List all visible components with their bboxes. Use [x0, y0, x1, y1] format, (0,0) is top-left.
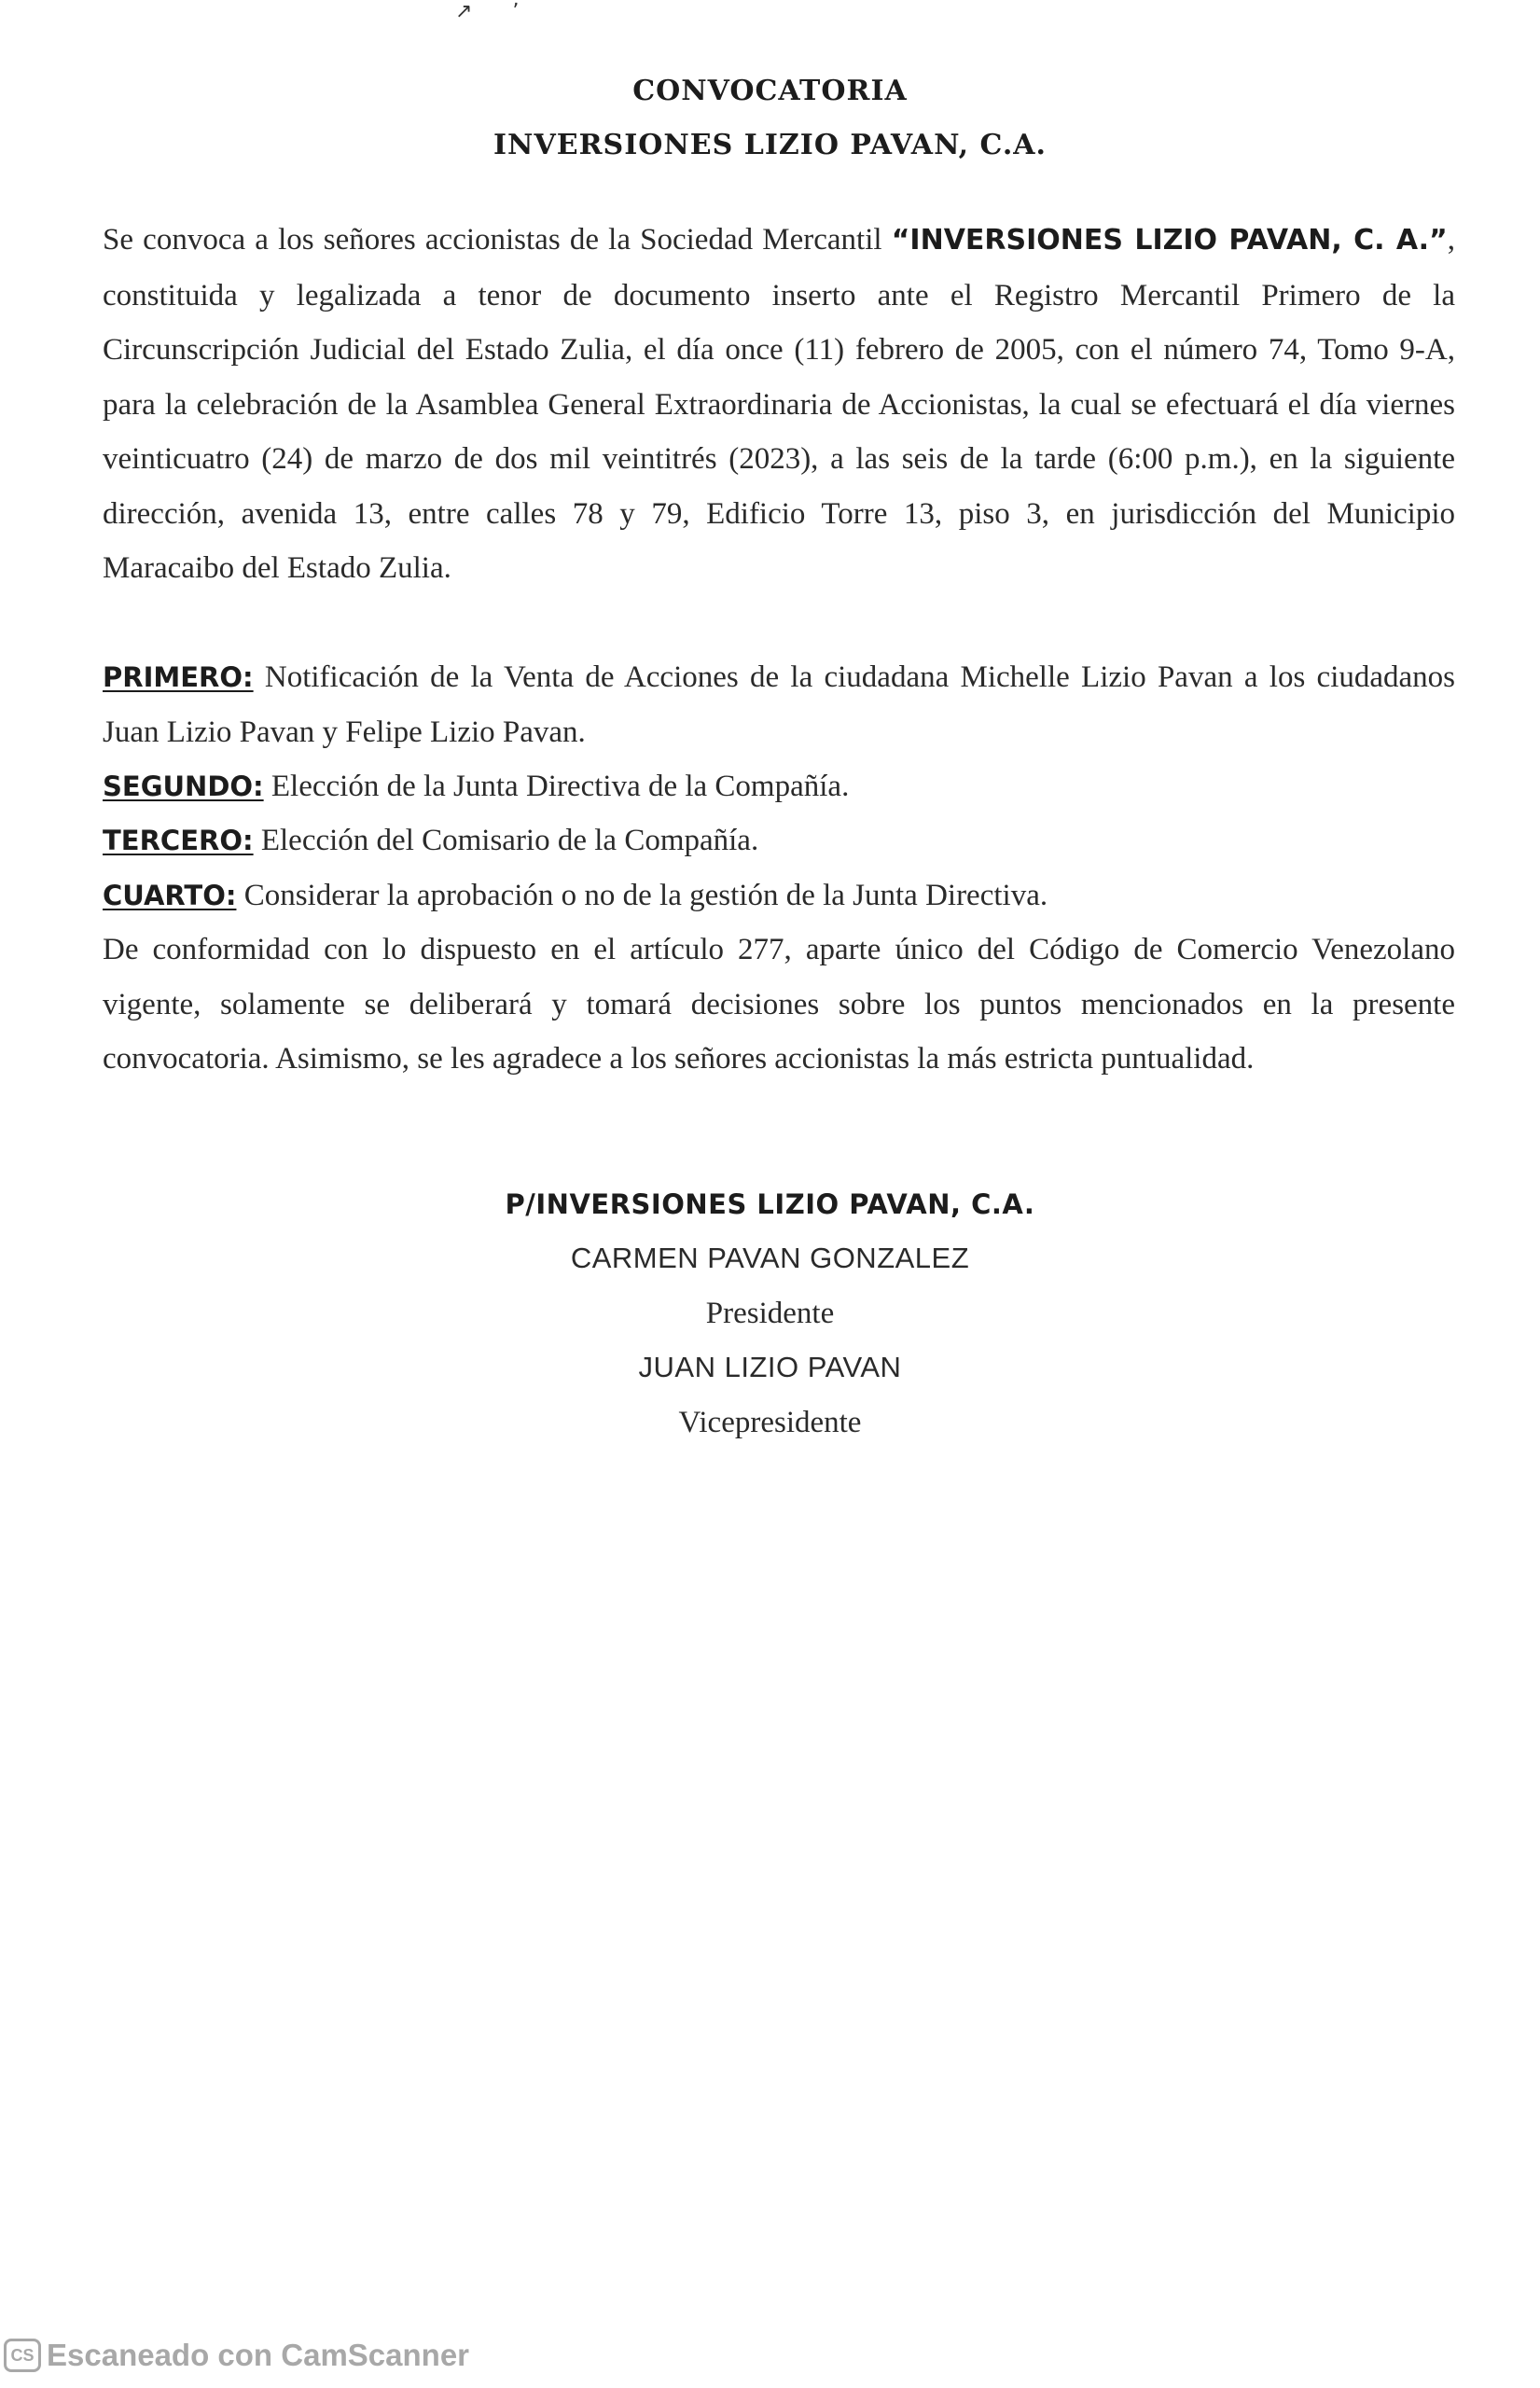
scan-artifact-mark: ↗ ʼ	[455, 0, 536, 23]
agenda-text: Considerar la aprobación o no de la gestión de la Junta Directiva.	[236, 879, 1048, 912]
agenda-label: PRIMERO:	[103, 661, 254, 693]
intro-company-name: “INVERSIONES LIZIO PAVAN, C. A.”	[891, 224, 1448, 257]
agenda-item-cuarto	[103, 868, 1455, 923]
signer-role-vicepresident: Vicepresidente	[678, 1405, 862, 1439]
signature-block	[0, 1177, 1540, 1450]
intro-text-part2: , constituida y legalizada a tenor de documento inserto ante el Registro Mercantil Primero de la Circunscripción Judicial del Estado Zulia, el día once (11) febrero de 2005, con el número 74, Tomo 9-A, para la celebración de la Asamblea General Extraordinaria de Accionistas, la cual se efectuará el día viernes veinticuatro (24) de marzo de dos mil veintitrés (2023), a las seis de la tarde (6:00 p.m.), en la siguiente dirección, avenida 13, entre calles 78 y 79, Edificio Torre 13, piso 3, en jurisdicción del Municipio Maracaibo del Estado Zulia.	[103, 223, 1456, 585]
signer-name-vicepresident: JUAN LIZIO PAVAN	[638, 1351, 902, 1383]
signer-role-president: Presidente	[705, 1296, 835, 1330]
document-title: CONVOCATORIA	[632, 75, 908, 107]
camscanner-logo-icon: CS	[4, 2339, 41, 2372]
closing-paragraph: De conformidad con lo dispuesto en el artículo 277, aparte único del Código de Comercio Venezolano vigente, solamente se deliberará y tomará decisiones sobre los puntos mencionados en la presente convocatoria. Asimismo, se les agradece a los señores accionistas la más estricta puntualidad.	[103, 933, 1455, 1076]
agenda-label: TERCERO:	[103, 825, 254, 856]
intro-paragraph	[103, 213, 1455, 596]
camscanner-watermark	[4, 2338, 469, 2373]
agenda-text: Notificación de la Venta de Acciones de la ciudadana Michelle Lizio Pavan a los ciudadanos Juan Lizio Pavan y Felipe Lizio Pavan.	[103, 660, 1455, 749]
company-heading: INVERSIONES LIZIO PAVAN, C.A.	[493, 129, 1047, 161]
agenda-text: Elección del Comisario de la Compañía.	[253, 824, 759, 857]
agenda-item-segundo	[103, 759, 1455, 814]
watermark-text: Escaneado con CamScanner	[47, 2338, 470, 2372]
agenda-item-primero	[103, 650, 1455, 759]
signature-company: P/INVERSIONES LIZIO PAVAN, C.A.	[505, 1188, 1035, 1220]
signer-name-president: CARMEN PAVAN GONZALEZ	[570, 1242, 970, 1274]
agenda-label: CUARTO:	[103, 880, 237, 911]
agenda-label: SEGUNDO:	[103, 771, 264, 802]
agenda-item-tercero	[103, 813, 1455, 868]
intro-text-part1: Se convoca a los señores accionistas de la Sociedad Mercantil	[103, 223, 892, 257]
agenda-text: Elección de la Junta Directiva de la Compañía.	[263, 770, 850, 803]
